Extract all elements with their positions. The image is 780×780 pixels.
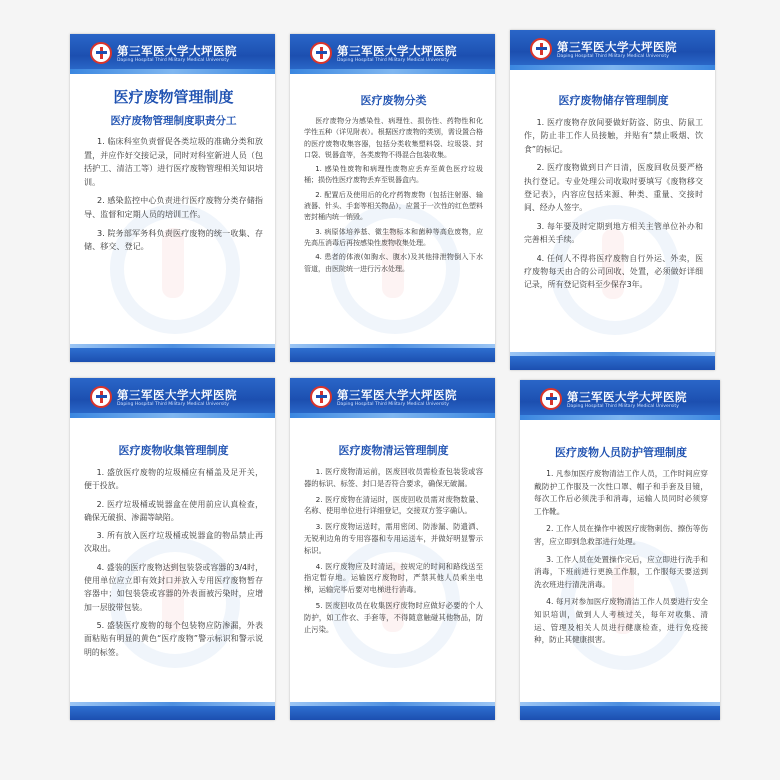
board-footer xyxy=(70,348,275,362)
board-footer xyxy=(70,706,275,720)
board-paragraph: 3. 病原体培养基、微生物标本和菌种等高危废物，应先高压消毒后再按感染性废物收集处理。 xyxy=(304,227,483,247)
board-title: 医疗废物收集管理制度 xyxy=(118,444,229,457)
hospital-name: 第三军医大学大坪医院 xyxy=(337,388,457,402)
hospital-english-name: Daping Hospital Third Military Medical University xyxy=(117,58,229,63)
board-paragraph: 3. 所有放入医疗垃圾桶或锐器盒的物品禁止再次取出。 xyxy=(84,531,263,554)
board-paragraph: 2. 工作人员在操作中被医疗废物刺伤、擦伤等伤害，应立即到急救部进行处理。 xyxy=(534,524,708,546)
hospital-name: 第三军医大学大坪医院 xyxy=(117,44,237,58)
board-paragraph: 4. 盛装的医疗废物达到包装袋或容器的3/4时，使用单位应立即有效封口并放入专用医疗废物暂存容器中；如包装袋或容器的外表面被污染时，应增加一层胶带包装。 xyxy=(84,562,263,612)
board-paragraph: 4. 每月对参加医疗废物清洁工作人员要进行安全知识培训，做到人人考核过关，每年对收集、清运、管理及相关人员进行健康检查，进行免疫接种，防止其健康损害。 xyxy=(534,597,708,645)
board-paragraph: 1. 医疗废物存放间要做好防盗、防虫、防鼠工作，防止非工作人员接触，并贴有“禁止吸烟、饮食”的标记。 xyxy=(524,118,703,154)
board-header xyxy=(520,380,720,420)
hospital-name: 第三军医大学大坪医院 xyxy=(337,44,457,58)
board-paragraph: 2. 医疗废物在清运时，医废回收员需对废物数量、名称、使用单位进行详细登记，交接双方签字确认。 xyxy=(304,494,483,516)
board-paragraph: 3. 工作人员在处置操作完后，应立即进行洗手和消毒，下班前进行更换工作服，工作服每天要送到洗衣班进行清洗消毒。 xyxy=(534,554,708,589)
board-paragraph: 3. 院务部军务科负责医疗废物的统一收集、存储、移交、登记。 xyxy=(84,227,263,252)
hospital-logo-icon xyxy=(540,388,562,410)
board-title: 医疗废物储存管理制度 xyxy=(558,94,669,107)
board-footer xyxy=(290,348,495,362)
board-paragraph: 2. 感染监控中心负责进行医疗废物分类存储指导、监督和定期人员的培训工作。 xyxy=(84,195,263,219)
hospital-english-name: Daping Hospital Third Military Medical University xyxy=(337,58,449,63)
board-staff-protection xyxy=(520,380,720,720)
hospital-english-name: Daping Hospital Third Military Medical University xyxy=(337,402,449,407)
board-paragraph: 医疗废物分为感染性、病理性、损伤性、药物性和化学性五种（详见附表）。根据医疗废物的类别，需设置合格的医疗废物收集容器，包括分类收集塑料袋、垃圾袋、封口袋、锐器盒等，各类废物不得混合包装收集。 xyxy=(304,117,483,159)
board-paragraph: 4. 任何人不得将医疗废物自行外运、外卖，医疗废物每天由合的公司回收、处置，必须做好详细记录，所有登记资料至少保存3年。 xyxy=(524,253,703,290)
board-paragraph: 1. 感染性废物和病理性废物应丢弃至黄色医疗垃圾桶；损伤性医疗废物丢弃至锐器盒内。 xyxy=(304,165,483,185)
board-waste-classification xyxy=(290,34,495,362)
board-header xyxy=(510,30,715,70)
board-body xyxy=(84,86,263,259)
board-paragraph: 1. 临床科室负责督促各类垃圾的准确分类和放置，并应作好交接记录，同时对科室新进人员（包括护工、清洁工等）进行医疗废物管理相关知识培训。 xyxy=(84,136,263,187)
board-body xyxy=(304,442,483,639)
board-paragraph: 1. 凡参加医疗废物清洁工作人员，工作时间应穿戴防护工作服及一次性口罩、帽子和手套及目镜，每次工作后必须洗手和消毒，运输人员同时必须穿工作靴。 xyxy=(534,469,708,516)
board-paragraph: 1. 盛放医疗废物的垃圾桶应有桶盖及足开关，便于投放。 xyxy=(84,468,263,491)
hospital-name: 第三军医大学大坪医院 xyxy=(117,388,237,402)
board-title: 医疗废物人员防护管理制度 xyxy=(555,446,687,459)
hospital-english-name: Daping Hospital Third Military Medical University xyxy=(557,54,669,59)
board-body xyxy=(84,442,263,664)
board-paragraph: 2. 配置后及使用后的化疗药物废物（包括注射器、输液器、针头、手套等相关物品），应置于一次性的红色塑料密封桶内统一销毁。 xyxy=(304,190,483,222)
hospital-english-name: Daping Hospital Third Military Medical University xyxy=(567,404,679,409)
board-paragraph: 2. 医疗废物做到日产日清，医废回收员要严格执行登记。专业处理公司收取时要填写《废物移交登记表》，内容应包括来源、种类、重量、交接时间、经办人签字。 xyxy=(524,163,703,213)
board-title: 医疗废物分类 xyxy=(360,94,427,107)
board-header xyxy=(70,34,275,74)
hospital-name: 第三军医大学大坪医院 xyxy=(567,390,687,404)
board-body xyxy=(524,92,703,297)
hospital-logo-icon xyxy=(90,42,112,64)
board-footer xyxy=(510,356,715,370)
board-body xyxy=(534,444,708,652)
board-header xyxy=(290,378,495,418)
hospital-logo-icon xyxy=(530,38,552,60)
board-paragraph: 3. 医疗废物运送时，需用密闭、防渗漏、防遗洒、无锐利边角的专用容器和专用运送车，并做好明显警示标识。 xyxy=(304,522,483,555)
board-paragraph: 4. 患者的体液(如胸水、腹水)及其他排泄物倒入下水管道，由医院统一进行污水处理。 xyxy=(304,253,483,273)
board-body xyxy=(304,92,483,278)
board-title: 医疗废物管理制度 xyxy=(113,88,234,106)
board-paragraph: 2. 医疗垃圾桶或锐器盒在使用前应认真检查，确保无破损、渗漏等缺陷。 xyxy=(84,499,263,522)
board-paragraph: 5. 盛装医疗废物的每个包装物应防渗漏，外表面粘贴有明显的黄色“医疗废物”警示标识和警示说明的标签。 xyxy=(84,620,263,657)
hospital-logo-icon xyxy=(90,386,112,408)
board-subtitle: 医疗废物管理制度职责分工 xyxy=(110,115,237,127)
board-header xyxy=(70,378,275,418)
board-title: 医疗废物清运管理制度 xyxy=(338,444,449,457)
board-paragraph: 1. 医疗废物清运前，医废回收员需检查包装袋或容器的标识、标签、封口是否符合要求，确保无破漏。 xyxy=(304,467,483,488)
board-waste-collection xyxy=(70,378,275,720)
board-waste-management-system xyxy=(70,34,275,362)
board-waste-transport xyxy=(290,378,495,720)
board-paragraph: 4. 医疗废物应及时清运，按规定的时间和路线送至指定暂存地。运输医疗废物时，严禁其他人员乘坐电梯，运输完毕后要对电梯进行消毒。 xyxy=(304,561,483,595)
hospital-logo-icon xyxy=(310,42,332,64)
board-paragraph: 3. 每年要及时定期到地方相关主管单位补办和完善相关手续。 xyxy=(524,221,703,245)
board-header xyxy=(290,34,495,74)
hospital-logo-icon xyxy=(310,386,332,408)
board-waste-storage xyxy=(510,30,715,370)
hospital-english-name: Daping Hospital Third Military Medical University xyxy=(117,402,229,407)
board-paragraph: 5. 医废回收员在收集医疗废物时应做好必要的个人防护，如工作衣、手套等，不得随意触碰其他物品，防止污染。 xyxy=(304,600,483,634)
board-footer xyxy=(520,706,720,720)
board-footer xyxy=(290,706,495,720)
hospital-name: 第三军医大学大坪医院 xyxy=(557,40,677,54)
